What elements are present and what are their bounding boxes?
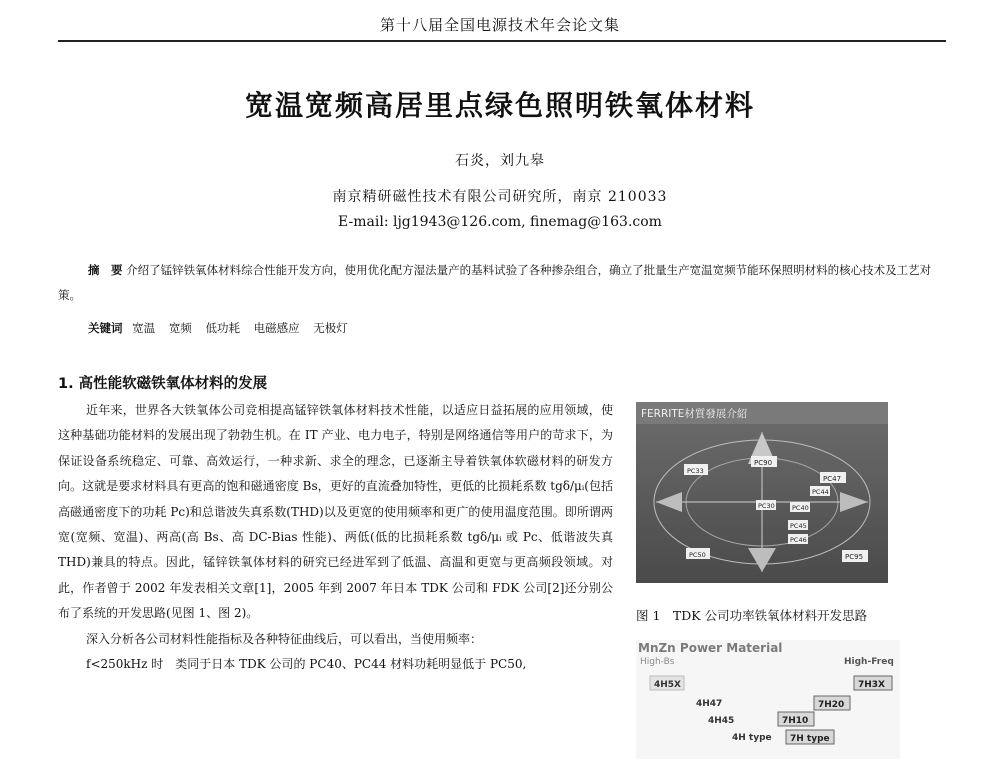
authors: 石炎，刘九皋 xyxy=(455,153,545,169)
keyword: 电磁感应 xyxy=(253,321,300,335)
material-label: PC44 xyxy=(812,488,829,496)
material-label: PC45 xyxy=(790,522,807,530)
material-label: 7H10 xyxy=(782,716,809,726)
running-head: 第十八届全国电源技术年会论文集 xyxy=(379,16,620,34)
material-label: PC30 xyxy=(758,502,775,510)
keyword: 宽温 xyxy=(132,321,156,335)
material-label: PC95 xyxy=(845,553,864,561)
material-label: 7H type xyxy=(790,734,830,744)
material-label: 4H type xyxy=(732,733,772,743)
material-label: 7H20 xyxy=(818,700,845,710)
material-label: 4H45 xyxy=(708,716,735,726)
affiliation: 南京精研磁性技术有限公司研究所，南京 210033 xyxy=(332,189,668,205)
paragraph: f<250kHz 时 类同于日本 TDK 公司的 PC40、PC44 材料功耗明显低于 PC50, xyxy=(86,657,527,672)
keyword: 宽频 xyxy=(168,321,192,335)
material-label: PC90 xyxy=(754,459,773,467)
material-label: PC47 xyxy=(823,475,842,483)
paragraph: 近年来，世界各大铁氧体公司竞相提高锰锌铁氧体材料技术性能，以适应日益拓展的应用领域，使这种基础功能材料的发展出现了勃勃生机。在 IT 产业、电力电子，特别是网络通信等用户的苛求下，为保证设备系统稳定、可靠、高效运行，一种求新、求全的理念，已逐渐主导着铁氧体软磁材料的研发方向。这就是要求材料具有更高的饱和磁通密度 Bs，更好的直流叠加特性，更低的比损耗系数 tgδ/μᵢ(包括高磁通密度下的功耗 Pc)和总谐波失真系数(THD)以及更宽的使用频率和更广的使用温度范围。即所谓两宽(宽频、宽温)、两高(高 Bs、高 DC-Bias 性能)、两低(低的比损耗系数 tgδ/μᵢ 或 Pc、低谐波失真 THD)兼具的特点。因此，锰锌铁氧体材料的研究已经进军到了低温、高温和更宽与更高频段领域。对此，作者曾于 2002 年发表相关文章[1]，2005 年到 2007 年日本 TDK 公司和 FDK 公司[2]还分别公布了系统的开发思路(见图 1、图 2)。 xyxy=(58,403,613,621)
header-rule xyxy=(58,40,946,42)
figure-2-axis-label: High-Bs xyxy=(640,657,675,667)
paragraph: 深入分析各公司材料性能指标及各种特征曲线后，可以看出，当使用频率： xyxy=(86,631,483,646)
abstract xyxy=(58,258,946,308)
keywords xyxy=(88,320,358,336)
figure-1 xyxy=(636,402,888,583)
abstract-text: 介绍了锰锌铁氧体材料综合性能开发方向，使用优化配方湿法量产的基料试验了各种掺杂组合，确立了批量生产宽温宽频节能环保照明材料的核心技术及工艺对策。 xyxy=(58,263,932,302)
material-label: 4H47 xyxy=(696,699,723,709)
email: E-mail: ljg1943@126.com, finemag@163.com xyxy=(338,214,662,230)
keywords-label: 关键词 xyxy=(88,321,123,335)
material-label: PC40 xyxy=(792,504,809,512)
material-label: PC33 xyxy=(687,467,704,475)
section-heading: 1. 高性能软磁铁氧体材料的发展 xyxy=(58,376,268,392)
material-label: PC46 xyxy=(790,536,807,544)
material-label: 7H3X xyxy=(858,680,885,690)
figure-2 xyxy=(636,640,900,759)
keyword: 无极灯 xyxy=(313,321,348,335)
section-body xyxy=(58,398,613,677)
figure-2-graphic xyxy=(636,640,900,759)
keyword: 低功耗 xyxy=(205,321,240,335)
figure-2-title: MnZn Power Material xyxy=(638,641,783,655)
figure-1-header: FERRITE材質發展介紹 xyxy=(641,408,748,420)
figure-2-axis-label: High-Freq xyxy=(844,657,894,667)
abstract-label: 摘 要 xyxy=(88,263,123,277)
figure-1-caption: 图 1 TDK 公司功率铁氧体材料开发思路 xyxy=(636,608,868,623)
material-label: 4H5X xyxy=(654,680,681,690)
paper-title: 宽温宽频高居里点绿色照明铁氧体材料 xyxy=(244,89,755,122)
material-label: PC50 xyxy=(689,551,706,559)
figure-1-graphic xyxy=(636,402,888,583)
